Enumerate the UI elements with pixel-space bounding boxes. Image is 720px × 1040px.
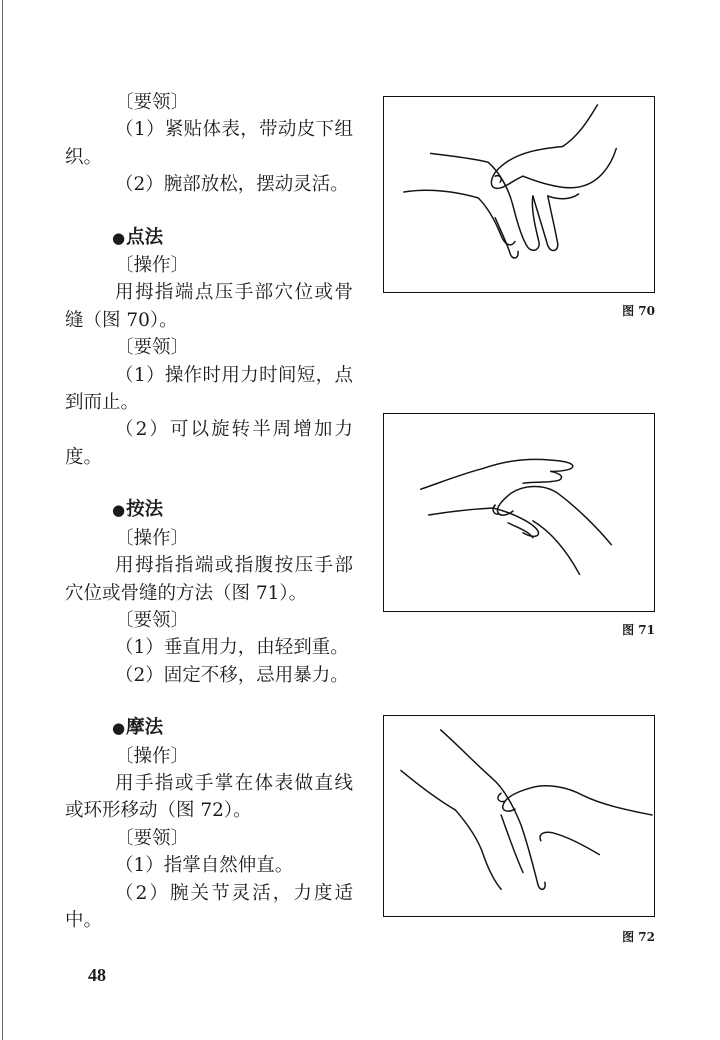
method-heading [65,496,353,524]
section-intro-key-points [65,89,353,199]
key-points-label: 〔要领〕 [115,92,190,113]
hand-massage-illustration-icon [384,414,654,611]
left-hand-drawing [404,153,558,258]
key-point: （1）垂直用力，由轻到重。 [115,637,349,659]
right-hand-drawing [493,486,611,574]
key-points-label: 〔要领〕 [115,827,190,849]
figure-72-caption: 图 72 [622,930,655,944]
operation-label: 〔操作〕 [115,745,190,767]
operation-text: 用手指或手掌在体表做直线或环形移动（图 72）。 [65,772,353,822]
section-method-dian [65,224,353,472]
key-point: （2）腕关节灵活，力度适中。 [65,882,353,931]
hand-massage-illustration-icon [384,97,654,292]
page-edge-line [2,0,3,1040]
figure-71-frame [383,413,655,612]
key-point: （1）指掌自然伸直。 [115,855,294,877]
operation-text: 用拇指指端或指腹按压手部穴位或骨缝的方法（图 71）。 [65,555,353,604]
method-title: 按法 [126,499,164,521]
key-point: （2）腕部放松，摆动灵活。 [115,174,349,196]
left-hand-drawing [421,459,573,536]
bullet-dot-icon: ● [112,228,126,247]
left-hand-drawing [401,730,545,889]
method-title: 点法 [126,226,164,248]
method-heading [65,224,353,252]
method-heading [65,714,353,742]
key-points-label: 〔要领〕 [115,337,190,359]
figure-71-caption: 图 71 [622,623,655,637]
key-point: （1）紧贴体表，带动皮下组织。 [65,119,353,168]
method-title: 摩法 [126,717,164,739]
figure-72-frame [383,715,655,917]
page-number: 48 [88,965,106,985]
hand-massage-illustration-icon [384,716,654,916]
figure-70-frame [383,96,655,293]
section-method-mo [65,714,353,934]
key-points-label: 〔要领〕 [115,609,190,631]
bullet-dot-icon: ● [112,501,126,520]
text-column [65,89,353,934]
operation-label: 〔操作〕 [115,527,190,549]
bullet-dot-icon: ● [112,719,126,738]
figure-70-caption: 图 70 [622,304,655,318]
section-method-an [65,496,353,689]
key-point: （1）操作时用力时间短，点到而止。 [65,364,353,414]
right-hand-drawing [498,786,652,855]
key-point: （2）可以旋转半周增加力度。 [65,419,353,468]
right-hand-drawing [491,105,616,199]
operation-label: 〔操作〕 [115,255,190,277]
key-point: （2）固定不移，忌用暴力。 [115,664,349,686]
operation-text: 用拇指端点压手部穴位或骨缝（图 70）。 [65,282,353,331]
